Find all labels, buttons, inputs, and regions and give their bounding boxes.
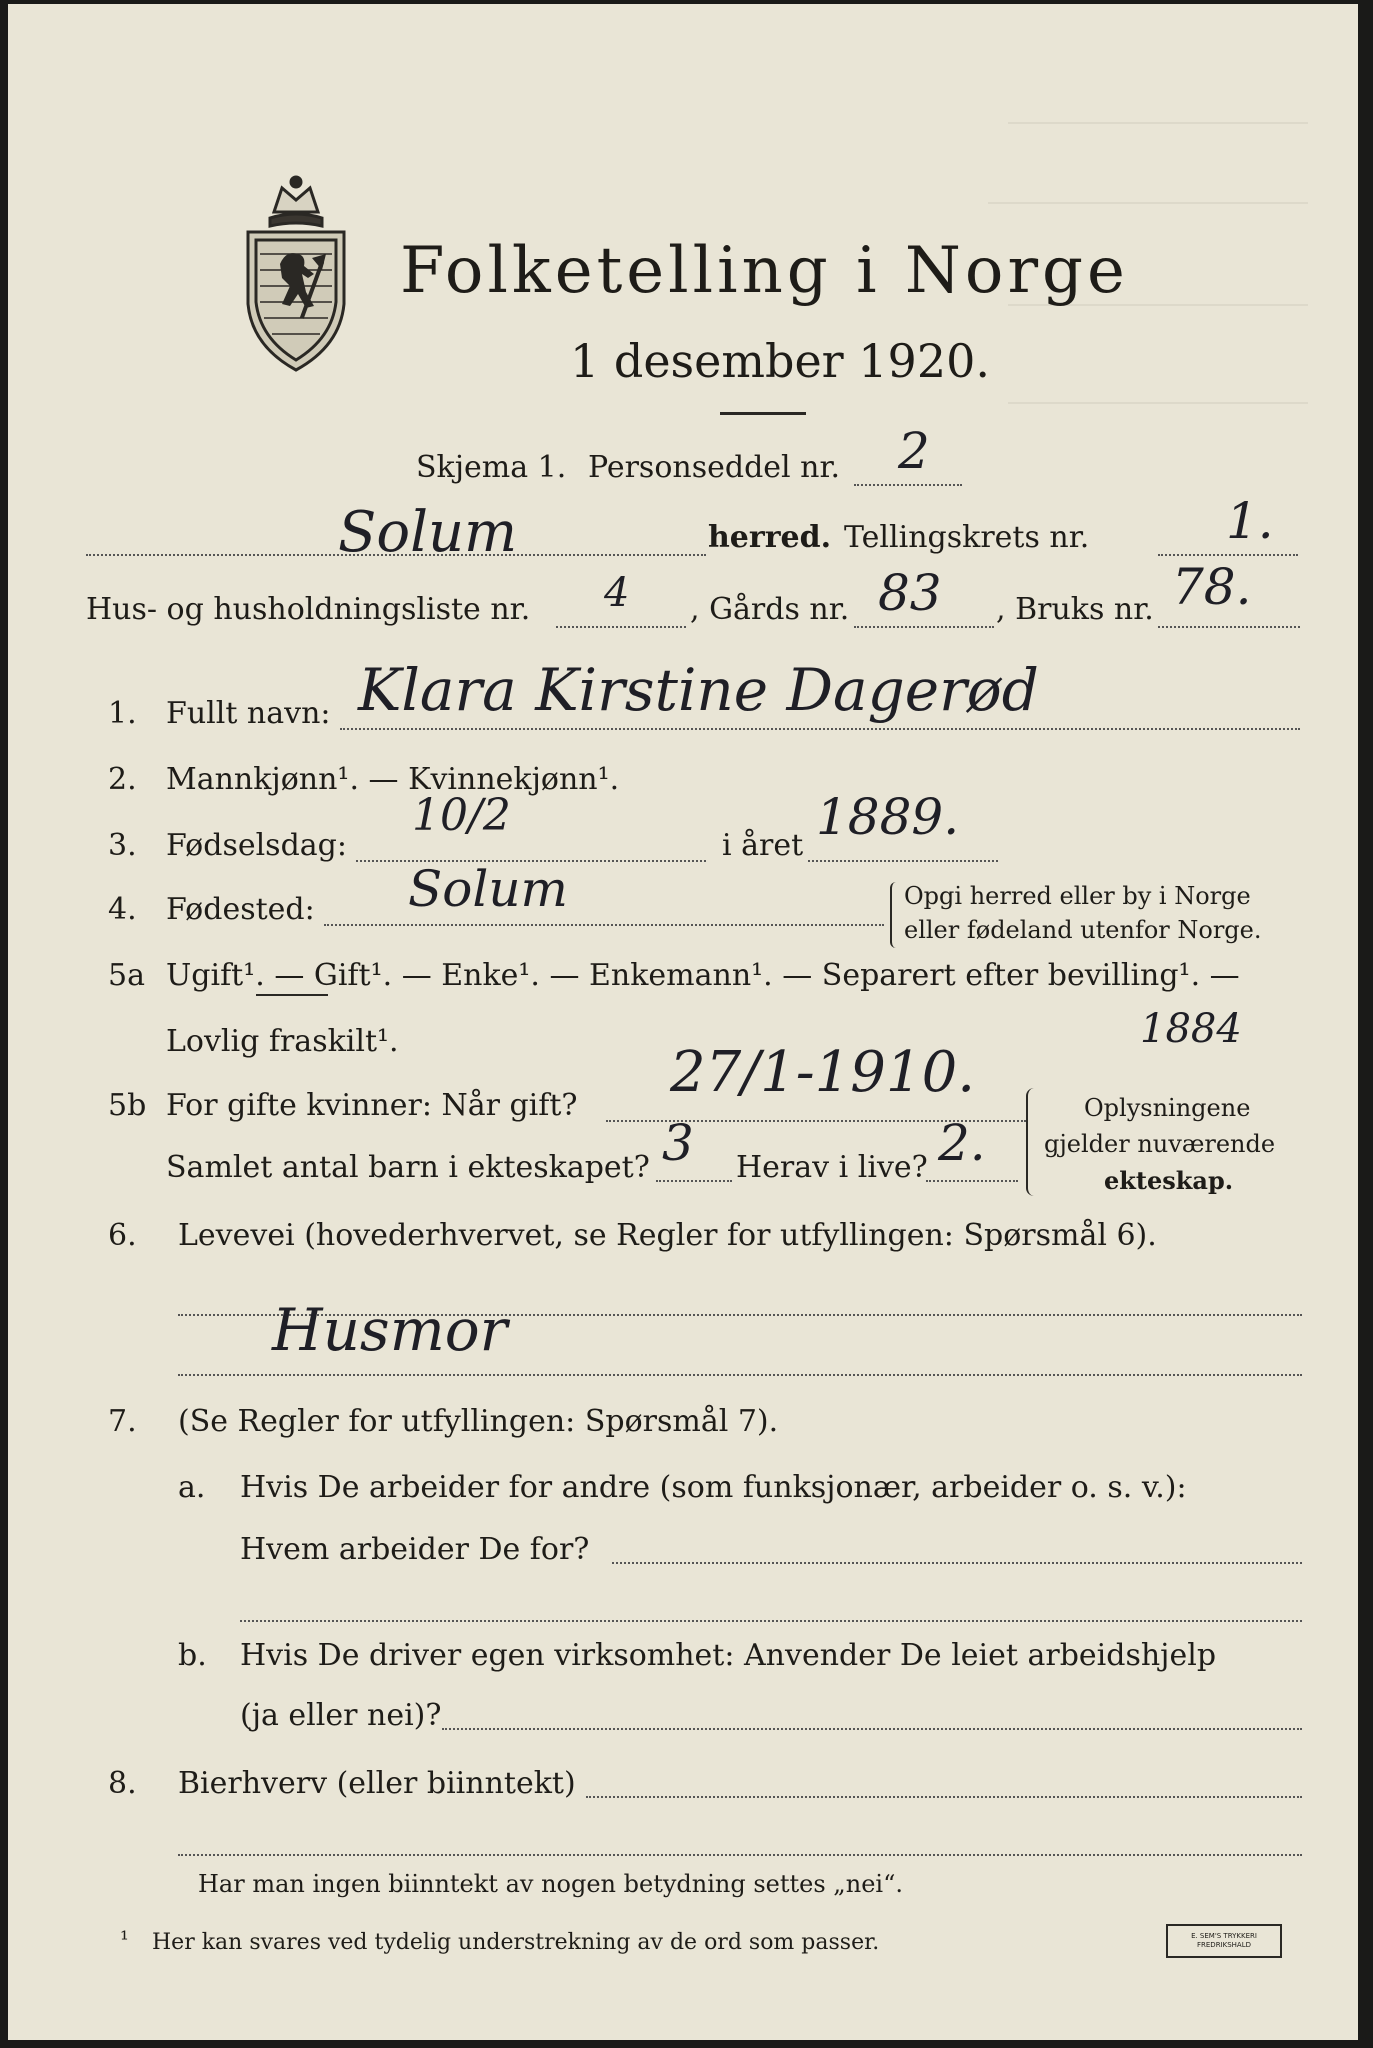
q5b-label-line3: Herav i live?	[736, 1150, 928, 1185]
bleed-through-line	[988, 202, 1308, 204]
bleed-through-line	[1008, 402, 1308, 404]
title-divider	[720, 412, 806, 415]
q5b-alive-dots	[926, 1180, 1018, 1182]
q2-number: 2.	[108, 762, 137, 797]
q7b-label-line2: (ja eller nei)?	[240, 1698, 442, 1733]
printer-stamp	[1166, 1924, 1282, 1958]
hus-dots	[556, 626, 686, 628]
q8-number: 8.	[108, 1766, 137, 1801]
q4-label: Fødested:	[166, 892, 315, 927]
skjema-label: Skjema 1.	[416, 450, 567, 485]
personseddel-value[interactable]: 2	[898, 422, 930, 480]
q7a-dots-2	[240, 1620, 1302, 1622]
gards-dots	[854, 626, 994, 628]
personseddel-label: Personseddel nr.	[588, 450, 841, 485]
q5a-number: 5a	[108, 958, 145, 993]
q8-dots-2	[178, 1854, 1302, 1856]
gards-value[interactable]: 83	[878, 564, 942, 622]
bleed-through-line	[1008, 122, 1308, 124]
q7-number: 7.	[108, 1404, 137, 1439]
hus-value[interactable]: 4	[604, 570, 630, 616]
q3-number: 3.	[108, 828, 137, 863]
personseddel-dots	[854, 484, 962, 486]
bruks-label: , Bruks nr.	[996, 592, 1154, 627]
q7a-label: Hvis De arbeider for andre (som funksjonær, arbeider o. s. v.):	[240, 1470, 1187, 1505]
q7b-dots	[442, 1728, 1302, 1730]
q4-value[interactable]: Solum	[408, 860, 568, 918]
q1-dots	[340, 728, 1300, 730]
q5a-extra-note[interactable]: 1884	[1140, 1006, 1242, 1052]
q5b-label-line2: Samlet antal barn i ekteskapet?	[166, 1150, 650, 1185]
hus-label: Hus- og husholdningsliste nr.	[86, 592, 531, 627]
q7a-dots-1	[612, 1562, 1302, 1564]
q3-year-dots	[808, 860, 998, 862]
q8-dots-1	[586, 1796, 1302, 1798]
bruks-dots	[1158, 626, 1300, 628]
q3-year-value[interactable]: 1889.	[816, 788, 960, 846]
q5b-children-dots	[656, 1180, 732, 1182]
q5b-label: For gifte kvinner: Når gift?	[166, 1088, 578, 1123]
q5b-note-brace	[1026, 1088, 1036, 1196]
q4-note-line1: Opgi herred eller by i Norge	[904, 882, 1251, 910]
norway-coat-of-arms-icon	[236, 174, 356, 374]
q5a-label-line2: Lovlig fraskilt¹.	[166, 1024, 399, 1059]
q7a-letter: a.	[178, 1470, 206, 1505]
herred-label: herred.	[708, 520, 832, 555]
q8-note: Har man ingen biinntekt av nogen betydning settes „nei“.	[198, 1870, 903, 1898]
tellingskrets-label: Tellingskrets nr.	[844, 520, 1090, 555]
footnote-mark: ¹	[120, 1928, 129, 1953]
q1-label: Fullt navn:	[166, 696, 331, 731]
q5b-children-value[interactable]: 3	[662, 1114, 694, 1172]
herred-value[interactable]: Solum	[338, 500, 518, 565]
q7-label: (Se Regler for utfyllingen: Spørsmål 7).	[178, 1404, 779, 1439]
q5b-note-line1: Oplysningene	[1084, 1094, 1251, 1122]
q4-note-brace	[890, 882, 898, 948]
bruks-value[interactable]: 78.	[1172, 558, 1252, 616]
q5b-value[interactable]: 27/1-1910.	[670, 1040, 975, 1105]
q5b-alive-value[interactable]: 2.	[938, 1114, 986, 1172]
gift-underline	[256, 994, 328, 996]
q6-label: Levevei (hovederhvervet, se Regler for utfyllingen: Spørsmål 6).	[178, 1218, 1157, 1253]
q5a-label: Ugift¹. — Gift¹. — Enke¹. — Enkemann¹. — Separert efter bevilling¹. —	[166, 958, 1240, 993]
census-form-page	[8, 4, 1358, 2040]
q7a-label-line2: Hvem arbeider De for?	[240, 1532, 590, 1567]
q6-number: 6.	[108, 1218, 137, 1253]
q6-dots-2	[178, 1374, 1302, 1376]
q6-value[interactable]: Husmor	[272, 1296, 508, 1364]
q3-year-label: i året	[722, 828, 804, 863]
q7b-label: Hvis De driver egen virksomhet: Anvender De leiet arbeidshjelp	[240, 1638, 1217, 1673]
q3-label: Fødselsdag:	[166, 828, 347, 863]
q3-value[interactable]: 10/2	[412, 790, 511, 841]
census-date: 1 desember 1920.	[570, 334, 990, 388]
footnote-text: Her kan svares ved tydelig understrekning av de ord som passer.	[152, 1930, 880, 1955]
q5b-note-line2: gjelder nuværende	[1044, 1130, 1276, 1158]
tellingskrets-dots	[1158, 554, 1298, 556]
q4-number: 4.	[108, 892, 137, 927]
gards-label: , Gårds nr.	[690, 592, 850, 627]
q1-value[interactable]: Klara Kirstine Dagerød	[358, 656, 1039, 724]
tellingskrets-value[interactable]: 1.	[1226, 492, 1274, 550]
q2-label: Mannkjønn¹. — Kvinnekjønn¹.	[166, 762, 620, 797]
q8-label: Bierhverv (eller biinntekt)	[178, 1766, 576, 1801]
q4-dots	[324, 924, 884, 926]
q5b-note-line3: ekteskap.	[1104, 1166, 1234, 1195]
q5b-number: 5b	[108, 1088, 147, 1123]
q4-note-line2: eller fødeland utenfor Norge.	[904, 916, 1262, 944]
form-title: Folketelling i Norge	[400, 234, 1129, 308]
printer-name: E. SEM'S TRYKKERI FREDRIKSHALD	[1191, 1932, 1257, 1949]
q7b-letter: b.	[178, 1638, 207, 1673]
q1-number: 1.	[108, 696, 137, 731]
